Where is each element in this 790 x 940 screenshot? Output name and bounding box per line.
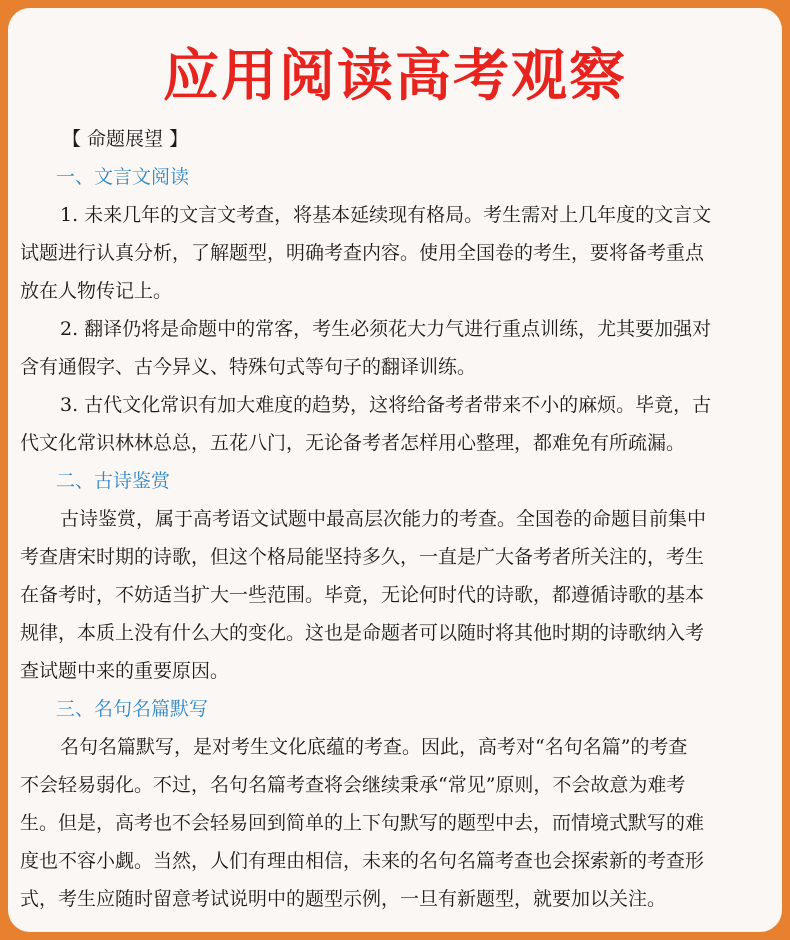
paragraph-line: 含有通假字、古今异义、特殊句式等句子的翻译训练。 [20, 356, 477, 378]
section-heading: 三、名句名篇默写 [56, 698, 209, 720]
paragraph-line: 代文化常识林林总总，五花八门，无论备考者怎样用心整理，都难免有所疏漏。 [20, 432, 686, 454]
paragraph-line: 不会轻易弱化。不过，名句名篇考查将会继续秉承“常见”原则，不会故意为难考 [20, 774, 686, 796]
paragraph-line: 式，考生应随时留意考试说明中的题型示例，一旦有新题型，就要加以关注。 [20, 888, 667, 910]
paragraph-line: 2. 翻译仍将是命题中的常客，考生必须花大力气进行重点训练，尤其要加强对 [60, 318, 712, 340]
paragraph-line: 规律，本质上没有什么大的变化。这也是命题者可以随时将其他时期的诗歌纳入考 [20, 622, 705, 644]
paragraph-line: 考查唐宋时期的诗歌，但这个格局能坚持多久，一直是广大备考者所关注的，考生 [20, 546, 705, 568]
page-frame [8, 8, 782, 932]
section-tag: 【 命题展望 】 [62, 128, 189, 150]
paragraph-line: 在备考时，不妨适当扩大一些范围。毕竟，无论何时代的诗歌，都遵循诗歌的基本 [20, 584, 705, 606]
article-body [20, 120, 782, 918]
paragraph-line: 试题进行认真分析，了解题型，明确考查内容。使用全国卷的考生，要将备考重点 [20, 242, 705, 264]
section-heading: 二、古诗鉴赏 [56, 470, 171, 492]
paragraph-line: 查试题中来的重要原因。 [20, 660, 230, 682]
paragraph-line: 古诗鉴赏，属于高考语文试题中最高层次能力的考查。全国卷的命题目前集中 [60, 508, 707, 530]
paragraph-line: 3. 古代文化常识有加大难度的趋势，这将给备考者带来不小的麻烦。毕竟，古 [60, 394, 712, 416]
page-title: 应用阅读高考观察 [163, 44, 627, 109]
paragraph-line: 名句名篇默写，是对考生文化底蕴的考查。因此，高考对“名句名篇”的考查 [60, 736, 688, 758]
paragraph-line: 度也不容小觑。当然，人们有理由相信，未来的名句名篇考查也会探索新的考查形 [20, 850, 705, 872]
paragraph-line: 生。但是，高考也不会轻易回到简单的上下句默写的题型中去，而情境式默写的难 [20, 812, 705, 834]
section-heading: 一、文言文阅读 [56, 166, 190, 188]
paragraph-line: 1. 未来几年的文言文考查，将基本延续现有格局。考生需对上几年度的文言文 [60, 204, 712, 226]
paragraph-line: 放在人物传记上。 [20, 280, 173, 302]
